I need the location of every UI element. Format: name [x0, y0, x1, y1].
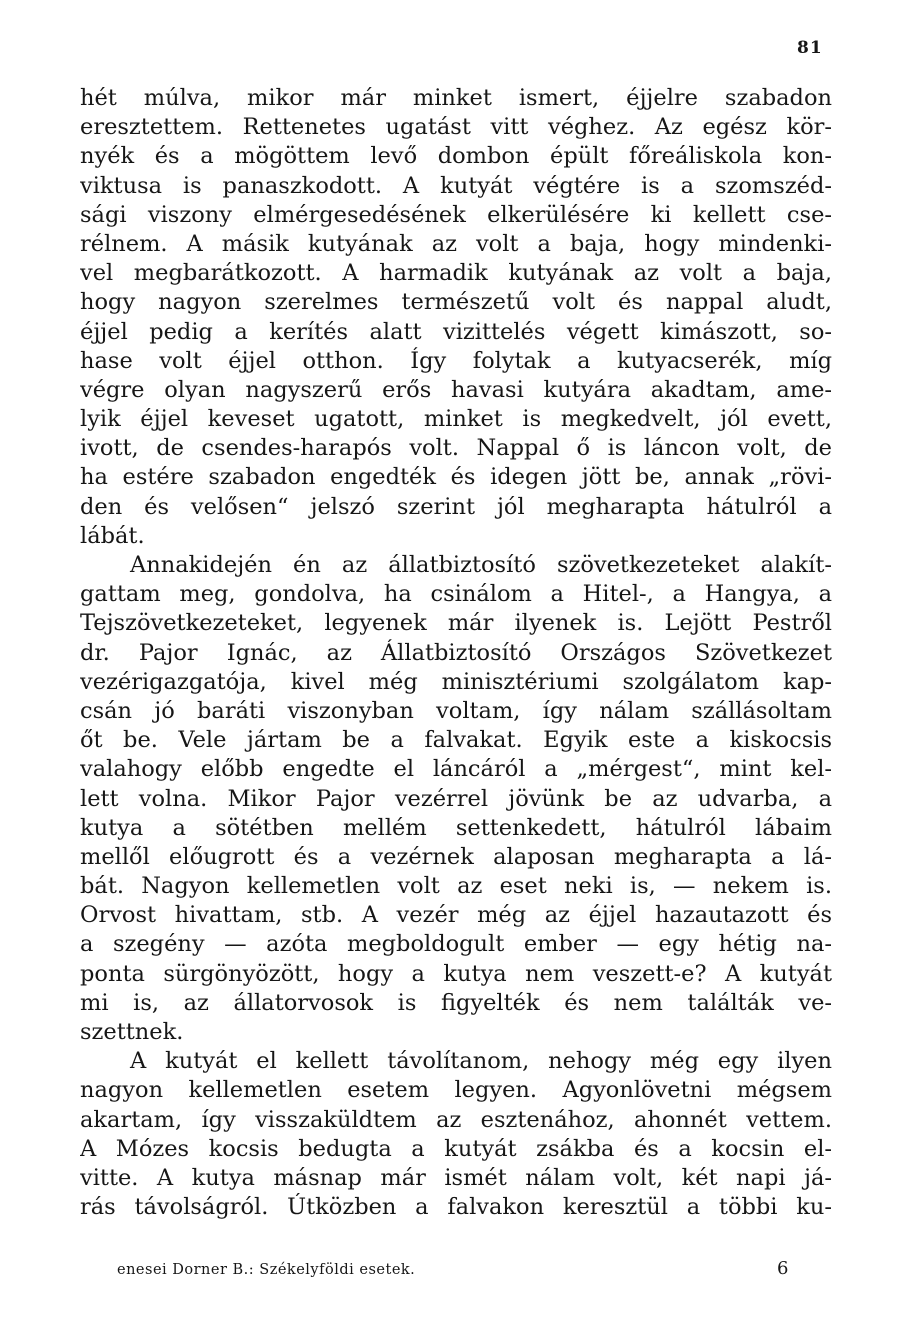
body-text — [80, 84, 832, 1222]
text-line: lyik éjjel keveset ugatott, minket is megkedvelt, jól evett, — [80, 406, 832, 433]
text-line: mi is, az állatorvosok is figyelték és nem találták ve- — [80, 989, 832, 1016]
text-line: vel megbarátkozott. A harmadik kutyának az volt a baja, — [80, 260, 832, 287]
text-line: A kutyát el kellett távolítanom, nehogy még egy ilyen — [130, 1048, 832, 1075]
text-line: Tejszövetkezeteket, legyenek már ilyenek is. Lejött Pestről — [80, 610, 832, 637]
text-line: dr. Pajor Ignác, az Állatbiztosító Országos Szövetkezet — [80, 639, 832, 666]
text-line: végre olyan nagyszerű erős havasi kutyára akadtam, ame- — [80, 376, 832, 403]
text-line: eresztettem. Rettenetes ugatást vitt véghez. Az egész kör- — [80, 114, 832, 141]
text-line: ponta sürgönyözött, hogy a kutya nem veszett-e? A kutyát — [80, 960, 832, 987]
text-line: a szegény — azóta megboldogult ember — egy hétig na- — [80, 931, 832, 958]
text-line: hase volt éjjel otthon. Így folytak a kutyacserék, míg — [80, 347, 832, 374]
text-line: lett volna. Mikor Pajor vezérrel jövünk be az udvarba, a — [80, 785, 832, 812]
text-line: hogy nagyon szerelmes természetű volt és nappal aludt, — [80, 289, 832, 316]
text-line: rás távolságról. Útközben a falvakon keresztül a többi ku- — [80, 1194, 832, 1221]
text-line: csán jó baráti viszonyban voltam, így nálam szállásoltam — [80, 697, 832, 724]
text-line: nagyon kellemetlen esetem legyen. Agyonlövetni mégsem — [80, 1077, 832, 1104]
text-line: mellől előugrott és a vezérnek alaposan megharapta a lá- — [80, 843, 832, 870]
text-line: gattam meg, gondolva, ha csinálom a Hitel-, a Hangya, a — [80, 581, 832, 608]
text-line: valahogy előbb engedte el láncáról a „mérgest“, mint kel- — [80, 756, 832, 783]
text-line: vitte. A kutya másnap már ismét nálam volt, két napi já- — [80, 1164, 832, 1191]
text-line: bát. Nagyon kellemetlen volt az eset neki is, — nekem is. — [80, 873, 832, 900]
text-line: akartam, így visszaküldtem az esztenához, ahonnét vettem. — [80, 1106, 832, 1133]
paragraph-3 — [80, 1047, 832, 1222]
text-line: den és velősen“ jelszó szerint jól megharapta hátulról a — [80, 493, 832, 520]
text-line: őt be. Vele jártam be a falvakat. Egyik este a kiskocsis — [80, 727, 832, 754]
text-line: hét múlva, mikor már minket ismert, éjjelre szabadon — [80, 85, 832, 111]
text-line: nyék és a mögöttem levő dombon épült főreáliskola kon- — [80, 143, 832, 170]
footer-signature: enesei Dorner B.: Székelyföldi esetek. — [117, 1262, 416, 1278]
text-line: A Mózes kocsis bedugta a kutyát zsákba és a kocsin el- — [80, 1135, 832, 1162]
text-line: ivott, de csendes-harapós volt. Nappal ő is láncon volt, de — [80, 435, 832, 462]
text-line: Orvost hivattam, stb. A vezér még az éjjel hazautazott és — [80, 902, 832, 929]
footer-signature-number: 6 — [777, 1258, 789, 1279]
text-line: viktusa is panaszkodott. A kutyát végtére is a szomszéd- — [80, 172, 832, 199]
text-line: vezérigazgatója, kivel még minisztériumi szolgálatom kap- — [80, 668, 832, 695]
page-number: 81 — [797, 38, 823, 58]
text-line: lábát. — [80, 522, 145, 549]
text-line: kutya a sötétben mellém settenkedett, hátulról lábaim — [80, 814, 832, 841]
paragraph-1 — [80, 84, 832, 551]
text-line: szettnek. — [80, 1019, 184, 1045]
text-line: éjjel pedig a kerítés alatt vizittelés végett kimászott, so- — [80, 318, 832, 345]
text-line: Annakidején én az állatbiztosító szövetkezeteket alakít- — [130, 552, 832, 578]
paragraph-2 — [80, 551, 832, 1047]
text-line: rélnem. A másik kutyának az volt a baja, hogy mindenki- — [80, 230, 832, 257]
text-line: sági viszony elmérgesedésének elkerülésére ki kellett cse- — [80, 201, 832, 228]
text-line: ha estére szabadon engedték és idegen jött be, annak „rövi- — [80, 464, 832, 491]
